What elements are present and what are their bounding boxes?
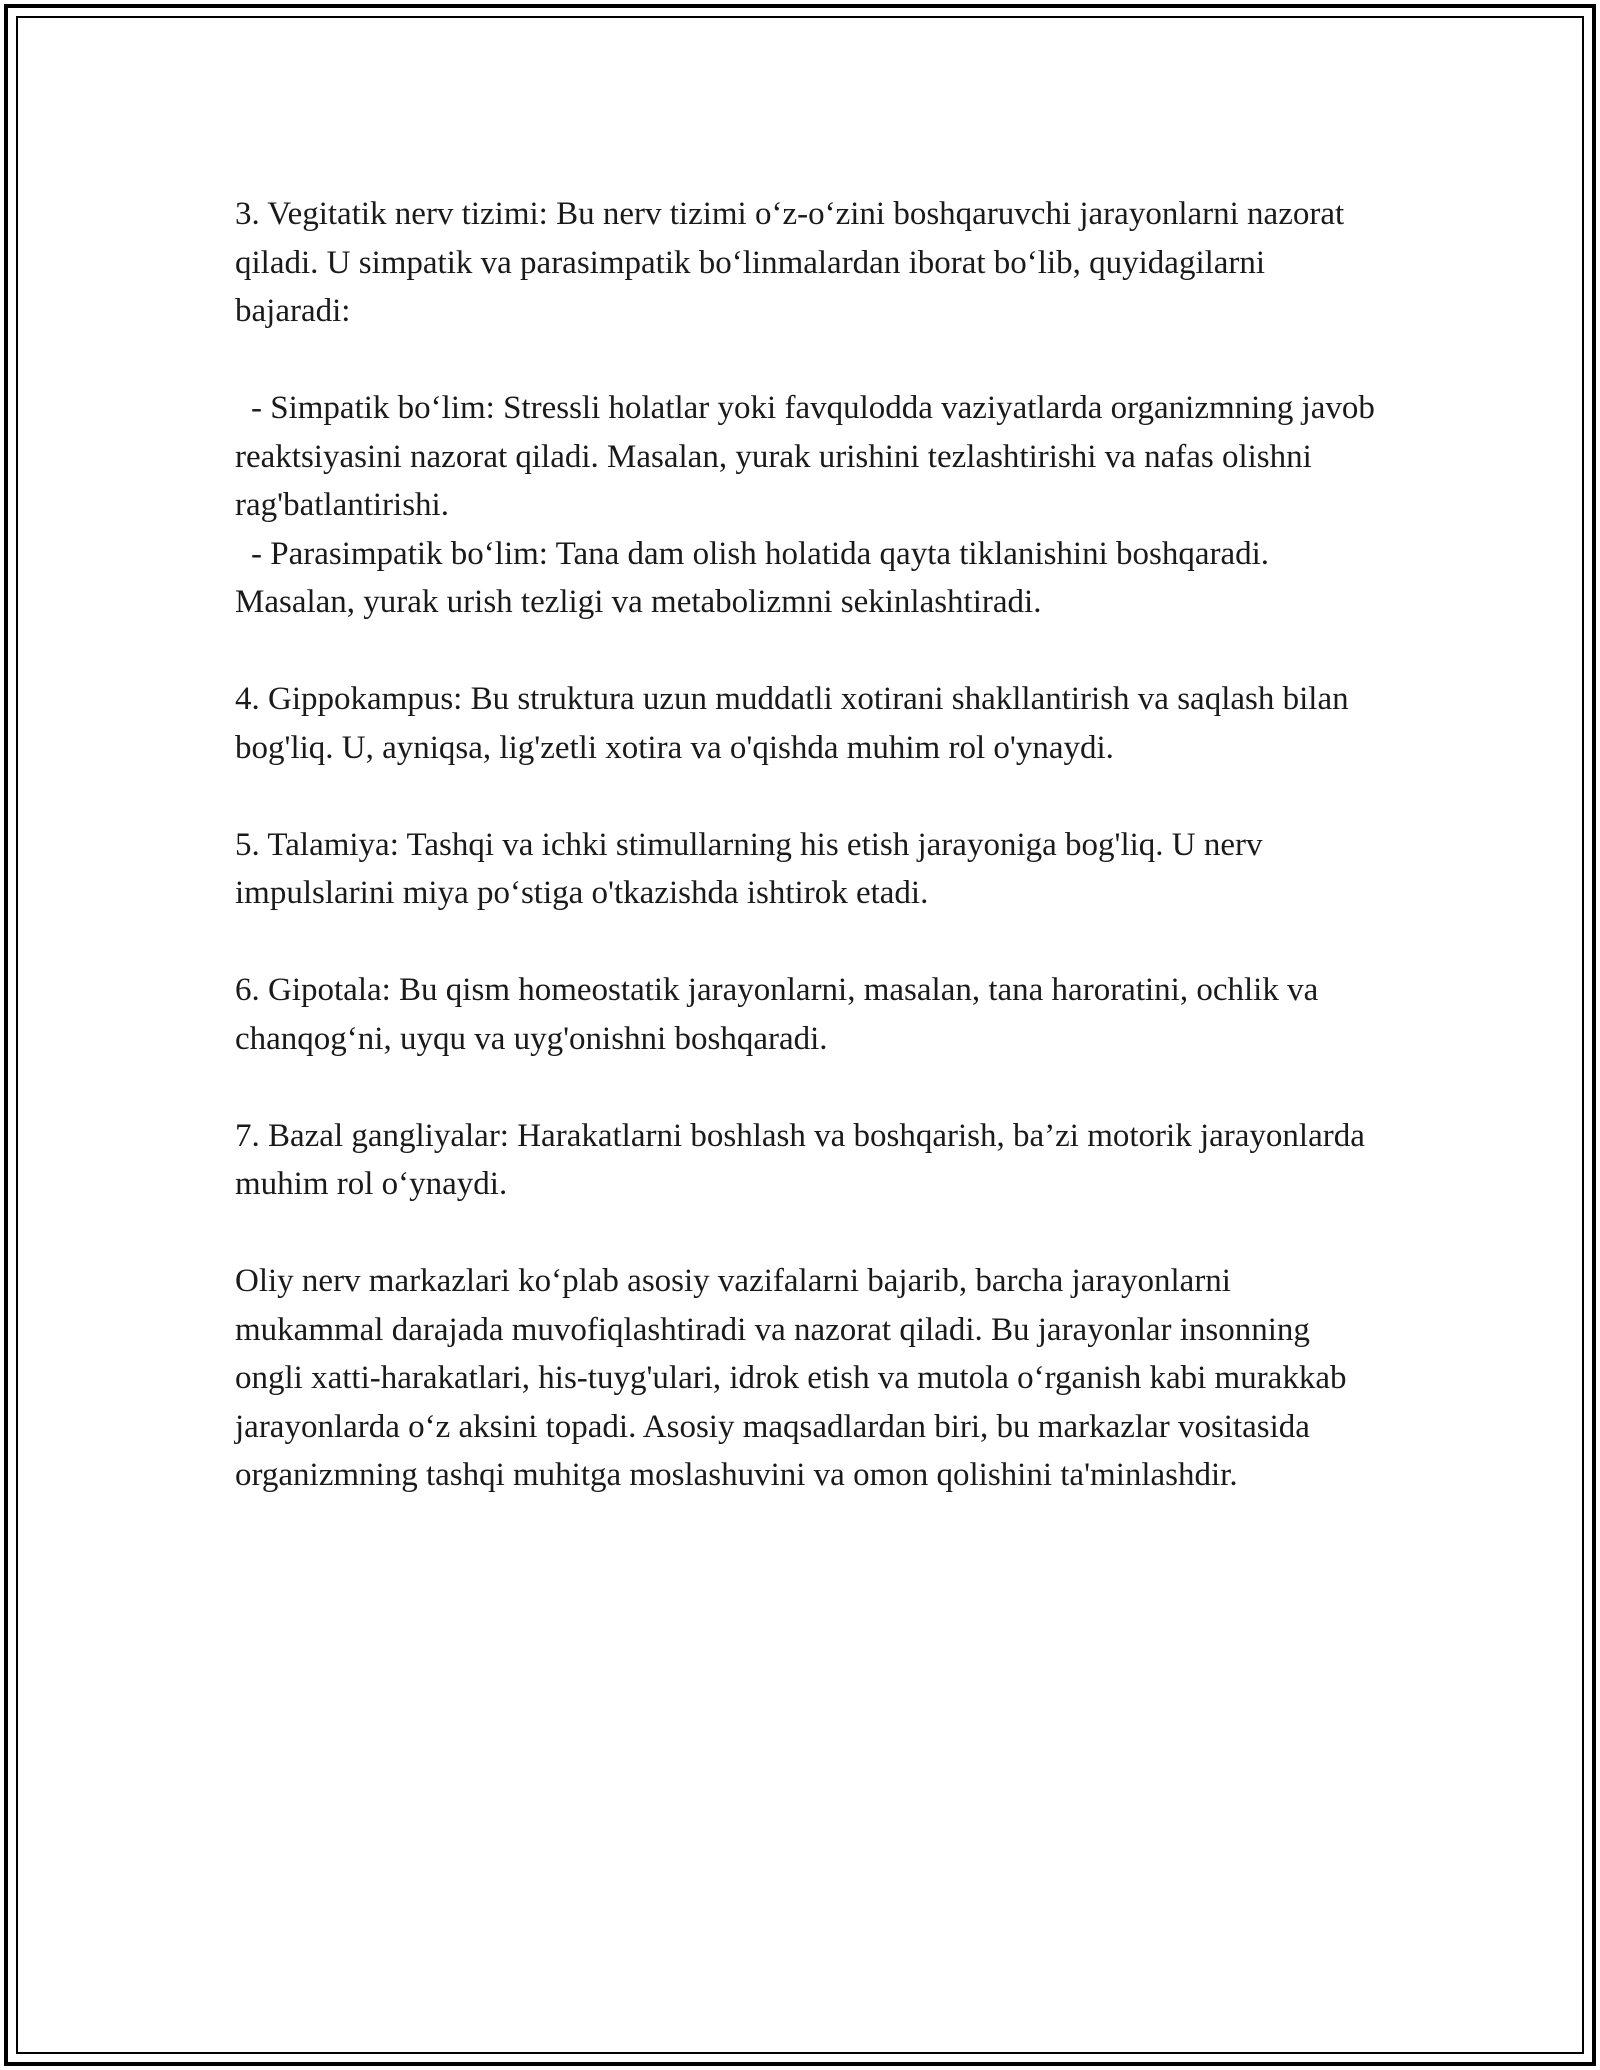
paragraph-gap bbox=[235, 1209, 1375, 1258]
paragraph-gap bbox=[235, 1063, 1375, 1112]
section-5-paragraph: 5. Talamiya: Tashqi va ichki stimullarning his etish jarayoniga bog'liq. U nerv impulslarini miya po‘stiga o'tkazishda ishtirok etadi. bbox=[235, 826, 1263, 911]
list-item-sympathetic bbox=[235, 384, 1375, 530]
section-4-paragraph: 4. Gippokampus: Bu struktura uzun muddatli xotirani shakllantirish va saqlash bilan bog'liq. U, ayniqsa, lig'zetli xotira va o'qishda muhim rol o'ynaydi. bbox=[235, 681, 1349, 766]
list-item-sympathetic-text: - Simpatik bo‘lim: Stressli holatlar yoki favqulodda vaziyatlarda organizmning javob reaktsiyasini nazorat qiladi. Masalan, yurak urishini tezlashtirishi va nafas olishni rag'batlantirishi. bbox=[235, 390, 1375, 523]
section-6-paragraph: 6. Gipotala: Bu qism homeostatik jarayonlarni, masalan, tana haroratini, ochlik va chanqog‘ni, uyqu va uyg'onishni boshqaradi. bbox=[235, 972, 1319, 1057]
paragraph-gap bbox=[235, 627, 1375, 676]
list-item-parasympathetic bbox=[235, 530, 1375, 627]
list-item-parasympathetic-text: - Parasimpatik bo‘lim: Tana dam olish holatida qayta tiklanishini boshqaradi. Masalan, yurak urish tezligi va metabolizmni sekinlashtiradi. bbox=[235, 535, 1270, 620]
conclusion-paragraph: Oliy nerv markazlari ko‘plab asosiy vazifalarni bajarib, barcha jarayonlarni mukammal darajada muvofiqlashtiradi va nazorat qiladi. Bu jarayonlar insonning ongli xatti-harakatlari, his-tuyg'ulari, idrok etish va mutola o‘rganish kabi murakkab jarayonlarda o‘z aksini topadi. Asosiy maqsadlardan biri, bu markazlar vositasida organizmning tashqi muhitga moslashuvini va omon qolishini ta'minlashdir. bbox=[235, 1263, 1347, 1493]
paragraph-gap bbox=[235, 336, 1375, 385]
document-body bbox=[235, 190, 1375, 1500]
section-3-paragraph: 3. Vegitatik nerv tizimi: Bu nerv tizimi o‘z-o‘zini boshqaruvchi jarayonlarni nazorat qiladi. U simpatik va parasimpatik bo‘linmalardan iborat bo‘lib, quyidagilarni bajaradi: bbox=[235, 196, 1345, 329]
paragraph-gap bbox=[235, 918, 1375, 967]
paragraph-gap bbox=[235, 772, 1375, 821]
section-7-paragraph: 7. Bazal gangliyalar: Harakatlarni boshlash va boshqarish, ba’zi motorik jarayonlarda muhim rol o‘ynaydi. bbox=[235, 1117, 1365, 1202]
